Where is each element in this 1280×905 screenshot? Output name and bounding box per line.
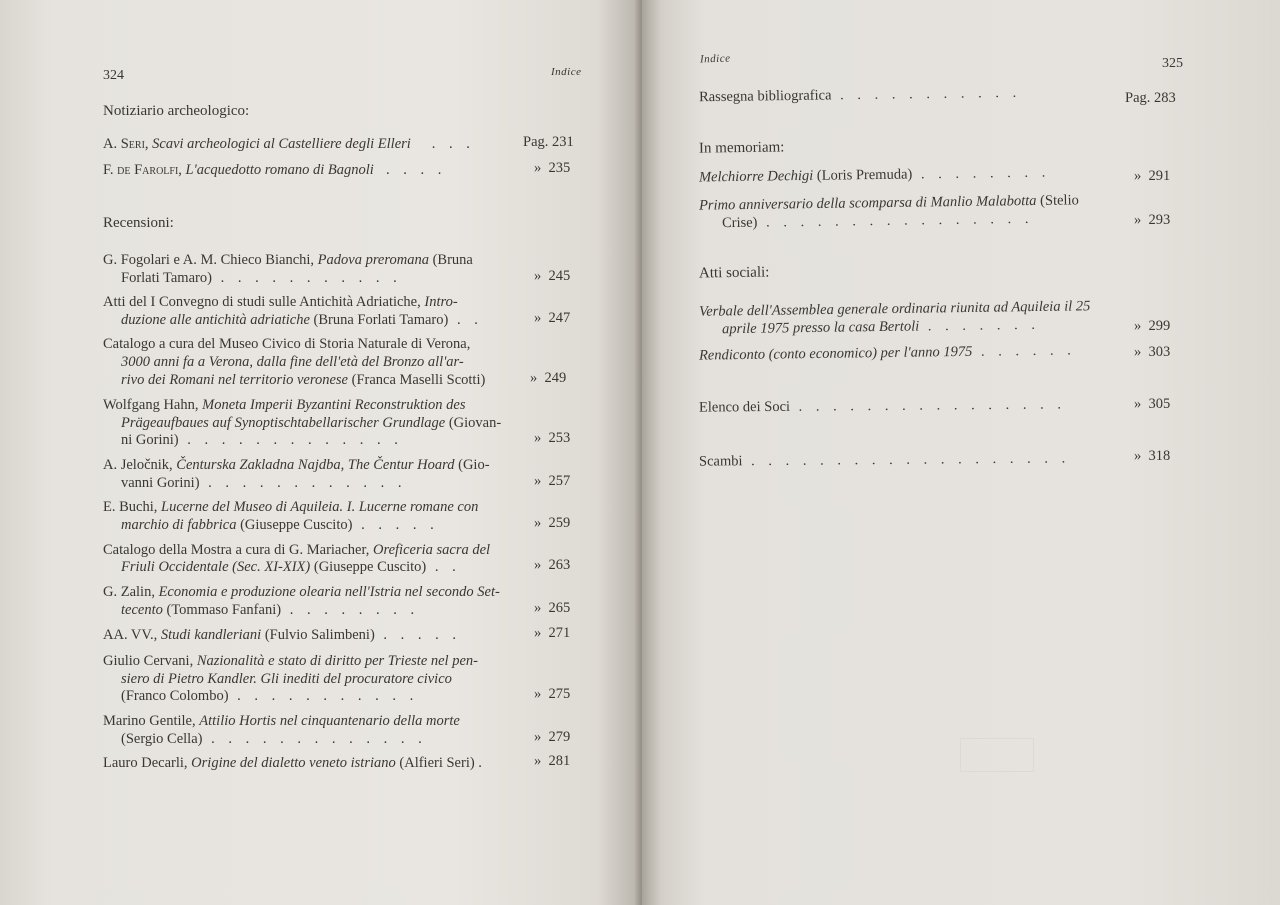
review-zalin: G. Zalin, Economia e produzione olearia nell'Istria nel secondo Set- (103, 584, 500, 600)
review-aa-vv: AA. VV., Studi kandleriani (Fulvio Salimbeni) . . . . . (103, 627, 462, 643)
review-cervani: Giulio Cervani, Nazionalità e stato di diritto per Trieste nel pen- (103, 653, 478, 669)
review-catalogo-verona: Catalogo a cura del Museo Civico di Storia Naturale di Verona, (103, 336, 471, 352)
review-mariacher: Catalogo della Mostra a cura di G. Mariacher, Oreficeria sacra del (103, 542, 491, 558)
review-gentile: Marino Gentile, Attilio Hortis nel cinquantenario della morte (103, 713, 460, 729)
section-title-memoriam: In memoriam: (698, 139, 785, 157)
left-page: 324 Indice Notiziario archeologico: A. Seri, Scavi archeologici al Castelliere degli Elleri . . . Pag. 231 F. de Farolfi, L'acquedotto romano di Bagnoli . . . . » 235 Recensioni: G. Fogolari e A. M. Chieco Bianchi, Padova preromana (Bruna Forlati Tamaro) . . . . . . . . . . . » 245 Atti del I Convegno di studi sulle Antichità Adriatiche, Intro- duzione alle antichità adriatiche (Bruna Forlati Tamaro) . . » 247 Catalogo a cura del Museo Civico di Storia Naturale di Verona, 3000 anni fa a Verona, dalla fine dell'età del Bronzo all'ar- rivo dei Romani nel territorio veronese (Franca Maselli Scotti) » 249 Wolfgang Hahn, Moneta Imperii Byzantini Reconstruktion des Prägeaufbaues auf Synoptischtabellarischer Grundlage (Giovan- ni Gorini) . . . . . . . . . . . . . » 253 A. Jeločnik, Čenturska Zakladna Najdba, The Čentur Hoard (Gio- vanni Gorini) . . . . . . . . . . . . » 257 E. Buchi, Lucerne del Museo di Aquileia. I. Lucerne romane con marchio di fabbrica (Giuseppe Cuscito) . . . . . » 259 Catalogo della Mostra a cura di G. Mariacher, Oreficeria sacra del Friuli Occidentale (Sec. XI-XIX) (Giuseppe Cuscito) . . » 263 G. Zalin, Economia e produzione olearia nell'Istria nel secondo Set- tecento (Tommaso Fanfani) . . . . . . . . » 265 AA. VV., Studi kandleriani (Fulvio Salimbeni) . . . . . » 271 Giulio Cervani, Nazionalità e stato di diritto per Trieste nel pen- siero di Pietro Kandler. Gli inediti del procuratore civico (Franco Colombo) . . . . . . . . . . . » 275 Marino Gentile, Attilio Hortis nel cinquantenario della morte (Sergio Cella) . . . . . . . . . . . . . » 279 Lauro Decarli, Origine del dialetto veneto istriano (Alfieri Seri) . » 281 (0, 0, 642, 905)
section-title-recensioni: Recensioni: (103, 215, 174, 231)
entry-malabotta: Primo anniversario della scomparsa di Manlio Malabotta (Stelio (698, 192, 1079, 214)
review-hahn: Wolfgang Hahn, Moneta Imperii Byzantini Reconstruktion des (103, 397, 466, 413)
section-title-notiziario: Notiziario archeologico: (103, 103, 250, 119)
entry-verbale: Verbale dell'Assemblea generale ordinaria riunita ad Aquileia il 25 (698, 298, 1091, 320)
entry-elenco-soci: Elenco dei Soci . . . . . . . . . . . . . . . . (698, 396, 1067, 416)
page-number-left: 324 (103, 68, 124, 83)
entry-seri: A. Seri, Scavi archeologici al Castelliere degli Elleri . . . (103, 136, 475, 152)
review-atti-convegno: Atti del I Convegno di studi sulle Antichità Adriatiche, Intro- (103, 294, 458, 310)
entry-farolfi: F. de Farolfi, L'acquedotto romano di Bagnoli . . . . (103, 162, 447, 178)
page-number-right: 325 (1162, 56, 1183, 71)
right-page: Indice 325 Rassegna bibliografica . . . . . . . . . . . Pag. 283 In memoriam: Melchiorre Dechigi (Loris Premuda) . . . . . . . . » 291 Primo anniversario della scomparsa di Manlio Malabotta (Stelio Crise) . . . . . . . . . . . . . . . . » 293 Atti sociali: Verbale dell'Assemblea generale ordinaria riunita ad Aquileia il 25 aprile 1975 presso la casa Bertoli . . . . . . . » 299 Rendiconto (conto economico) per l'anno 1975 . . . . . . » 303 Elenco dei Soci . . . . . . . . . . . . . . . . » 305 Scambi . . . . . . . . . . . . . . . . . . . » 318 (642, 0, 1280, 905)
review-jelocnik: A. Jeločnik, Čenturska Zakladna Najdba, The Čentur Hoard (Gio- (103, 457, 490, 473)
entry-scambi: Scambi . . . . . . . . . . . . . . . . . . . (698, 450, 1071, 470)
review-fogolari: G. Fogolari e A. M. Chieco Bianchi, Padova preromana (Bruna (103, 252, 473, 268)
running-head-left: Indice (551, 66, 582, 78)
section-title-atti: Atti sociali: (698, 264, 770, 282)
running-head-right: Indice (699, 52, 731, 66)
faint-stamp-mark (960, 738, 1034, 772)
entry-rendiconto: Rendiconto (conto economico) per l'anno 1975 . . . . . . (698, 342, 1076, 364)
entry-rassegna: Rassegna bibliografica . . . . . . . . . . . (698, 84, 1022, 106)
review-decarli: Lauro Decarli, Origine del dialetto veneto istriano (Alfieri Seri) . (103, 755, 482, 771)
review-buchi: E. Buchi, Lucerne del Museo di Aquileia. I. Lucerne romane con (103, 499, 479, 515)
entry-dechigi: Melchiorre Dechigi (Loris Premuda) . . . . . . . . (698, 164, 1051, 186)
